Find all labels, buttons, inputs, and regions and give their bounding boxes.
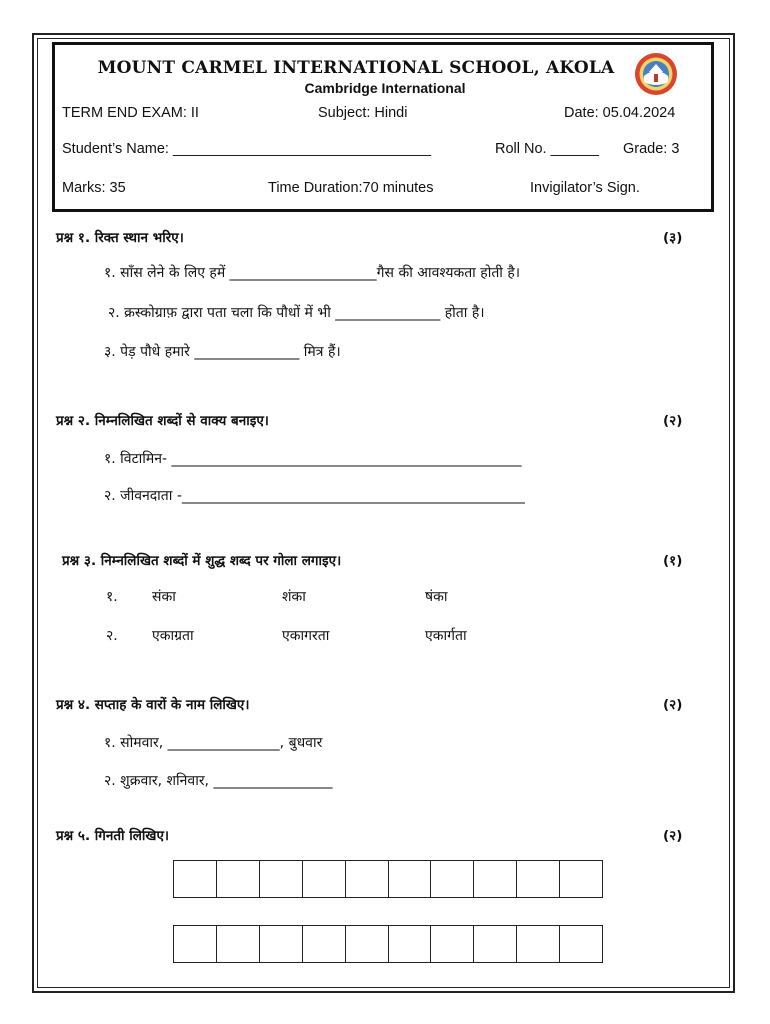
grid-cell[interactable] xyxy=(346,861,389,897)
grid-cell[interactable] xyxy=(174,861,217,897)
subject: Subject: Hindi xyxy=(318,105,408,121)
question-4-item: १. सोमवार, ________________, बुधवार xyxy=(104,735,323,751)
question-5-title: प्रश्न ५. गिनती लिखिए। xyxy=(56,828,170,844)
grid-cell[interactable] xyxy=(517,861,560,897)
time-duration: Time Duration:70 minutes xyxy=(268,180,434,196)
grid-cell[interactable] xyxy=(560,861,602,897)
question-4-marks: (२) xyxy=(663,697,683,713)
total-marks: Marks: 35 xyxy=(62,180,126,196)
word-option: एकागरता xyxy=(282,628,330,644)
grid-cell[interactable] xyxy=(174,926,217,962)
question-2-title: प्रश्न २. निम्नलिखित शब्दों से वाक्य बनाइए। xyxy=(56,413,269,429)
question-5-marks: (२) xyxy=(663,828,683,844)
question-3-marks: (१) xyxy=(663,553,683,569)
question-1-marks: (३) xyxy=(663,230,683,246)
counting-grid xyxy=(173,860,603,898)
question-2-item: १. विटामिन- __________________________________________________ xyxy=(104,451,522,467)
grid-cell[interactable] xyxy=(346,926,389,962)
grid-cell[interactable] xyxy=(389,926,432,962)
option-row-number: १. xyxy=(106,589,118,605)
roll-no-field: Roll No. ______ xyxy=(495,141,599,157)
question-1-item: १. साँस लेने के लिए हमें _____________________गैस की आवश्यकता होती है। xyxy=(104,265,521,281)
grid-cell[interactable] xyxy=(517,926,560,962)
option-row-number: २. xyxy=(106,628,118,644)
question-2-marks: (२) xyxy=(663,413,683,429)
word-option: षंका xyxy=(425,589,448,605)
grid-cell[interactable] xyxy=(217,926,260,962)
question-2-item: २. जीवनदाता -_________________________________________________ xyxy=(104,488,525,504)
grid-cell[interactable] xyxy=(303,861,346,897)
grid-cell[interactable] xyxy=(389,861,432,897)
question-3-title: प्रश्न ३. निम्नलिखित शब्दों में शुद्ध शब्द पर गोला लगाइए। xyxy=(62,553,342,569)
grid-cell[interactable] xyxy=(431,926,474,962)
question-1-item: २. क्रस्कोग्राफ़ द्वारा पता चला कि पौधों में भी _______________ होता है। xyxy=(108,305,485,321)
board-name: Cambridge International xyxy=(304,80,466,96)
grid-cell[interactable] xyxy=(431,861,474,897)
school-logo-icon xyxy=(634,52,678,96)
word-option: शंका xyxy=(282,589,306,605)
word-option: संका xyxy=(152,589,176,605)
grid-cell[interactable] xyxy=(217,861,260,897)
word-option: एकार्गता xyxy=(425,628,467,644)
grid-cell[interactable] xyxy=(560,926,602,962)
exam-title: TERM END EXAM: II xyxy=(62,105,199,121)
counting-grid xyxy=(173,925,603,963)
invigilator-sign: Invigilator’s Sign. xyxy=(530,180,640,196)
school-name: MOUNT CARMEL INTERNATIONAL SCHOOL, AKOLA xyxy=(97,58,615,78)
grid-cell[interactable] xyxy=(474,926,517,962)
grid-cell[interactable] xyxy=(260,861,303,897)
question-1-title: प्रश्न १. रिक्त स्थान भरिए। xyxy=(56,230,184,246)
question-4-title: प्रश्न ४. सप्ताह के वारों के नाम लिखिए। xyxy=(56,697,250,713)
grid-cell[interactable] xyxy=(303,926,346,962)
question-4-item: २. शुक्रवार, शनिवार, _________________ xyxy=(104,773,333,789)
question-1-item: ३. पेड़ पौधे हमारे _______________ मित्र हैं। xyxy=(104,344,341,360)
grid-cell[interactable] xyxy=(474,861,517,897)
word-option: एकाग्रता xyxy=(152,628,194,644)
exam-date: Date: 05.04.2024 xyxy=(564,105,676,121)
grade: Grade: 3 xyxy=(623,141,680,157)
grid-cell[interactable] xyxy=(260,926,303,962)
student-name-field: Student’s Name: ________________________________ xyxy=(62,141,432,157)
